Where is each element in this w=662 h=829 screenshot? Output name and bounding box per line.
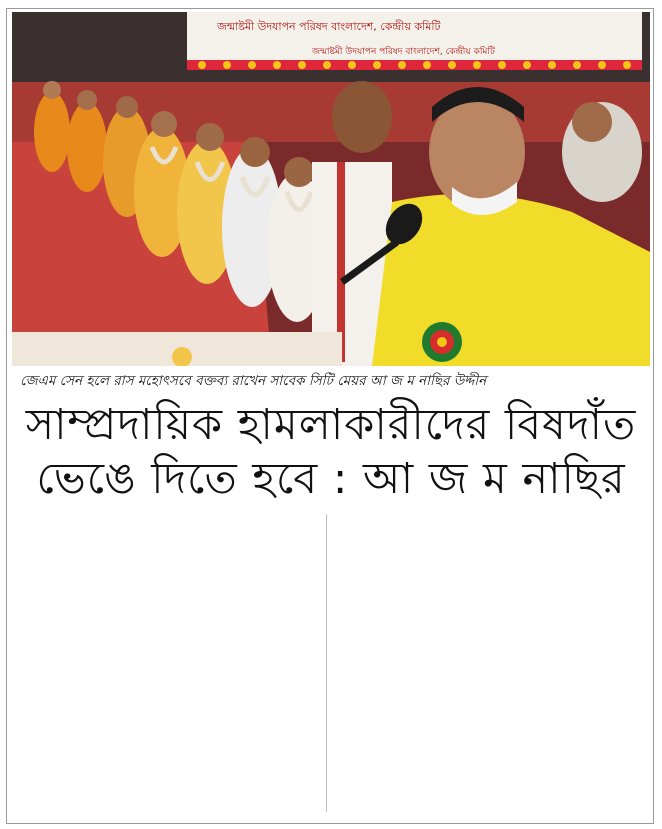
column-divider: [326, 514, 327, 812]
banner-text-1: জন্মাষ্টমী উদযাপন পরিষদ বাংলাদেশ, কেন্দ্রীয় কমিটি: [217, 20, 441, 33]
photo-illustration: [12, 12, 650, 366]
headline-line-1: সাম্প্রদায়িক হামলাকারীদের বিষদাঁত: [25, 400, 637, 450]
standing-man-head: [332, 81, 392, 153]
headline: [12, 398, 650, 506]
photo-caption: জেএম সেন হলে রাস মহোৎসবে বক্তব্য রাখেন সাবেক সিটি মেয়র আ জ ম নাছির উদ্দীন: [20, 373, 487, 389]
article-column-left: [16, 512, 316, 812]
article-column-right: [340, 512, 646, 812]
news-photo: [12, 12, 650, 366]
banner-text-2: জন্মাষ্টমী উদযাপন পরিষদ বাংলাদেশ, কেন্দ্রীয় কমিটি: [312, 47, 495, 57]
headline-line-2: ভেঙে দিতে হবে : আ জ ম নাছির: [36, 454, 626, 504]
